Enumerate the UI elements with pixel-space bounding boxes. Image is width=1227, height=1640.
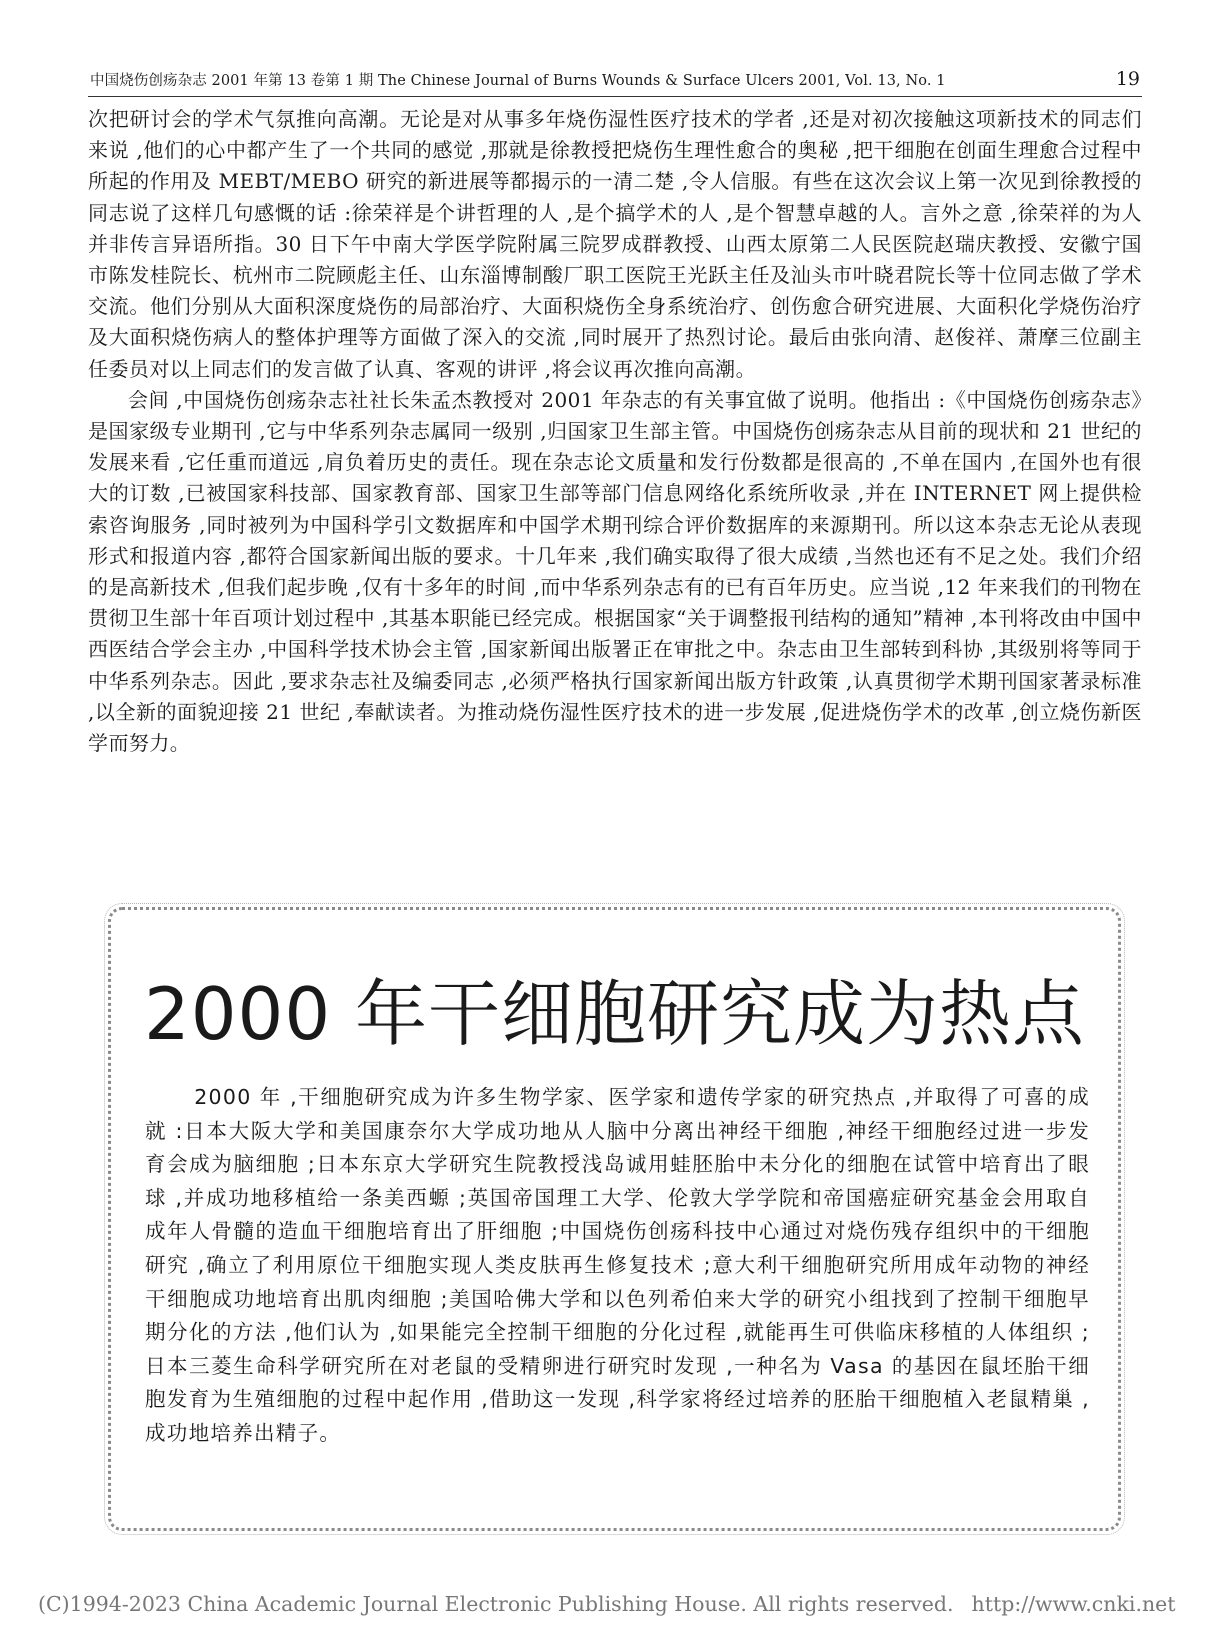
running-head <box>80 68 1140 94</box>
box-body <box>145 1081 1090 1451</box>
article-body <box>88 104 1142 759</box>
article-paragraph: 次把研讨会的学术气氛推向高潮。无论是对从事多年烧伤湿性医疗技术的学者 ,还是对初次接触这项新技术的同志们来说 ,他们的心中都产生了一个共同的感觉 ,那就是徐教授把烧伤生理性愈合的奥秘 ,把干细胞在创面生理愈合过程中所起的作用及 MEBT/MEBO 研究的新进展等都揭示的一清二楚 ,令人信服。有些在这次会议上第一次见到徐教授的同志说了这样几句感慨的话 :徐荣祥是个讲哲理的人 ,是个搞学术的人 ,是个智慧卓越的人。言外之意 ,徐荣祥的为人并非传言异语所指。30 日下午中南大学医学院附属三院罗成群教授、山西太原第二人民医院赵瑞庆教授、安徽宁国市陈发桂院长、杭州市二院顾彪主任、山东淄博制酸厂职工医院王光跃主任及汕头市叶晓君院长等十位同志做了学术交流。他们分别从大面积深度烧伤的局部治疗、大面积烧伤全身系统治疗、创伤愈合研究进展、大面积化学烧伤治疗及大面积烧伤病人的整体护理等方面做了深入的交流 ,同时展开了热烈讨论。最后由张向清、赵俊祥、萧摩三位副主任委员对以上同志们的发言做了认真、客观的讲评 ,将会议再次推向高潮。 <box>88 107 1142 381</box>
box-title: 2000 年干细胞研究成为热点 <box>143 972 1086 1056</box>
page-number: 19 <box>1115 68 1140 90</box>
journal-citation: 中国烧伤创疡杂志 2001 年第 13 卷第 1 期 The Chinese Journal of Burns Wounds & Surface Ulcers 2001, Vol. 13, No. 1 <box>90 73 946 89</box>
news-box <box>108 907 1121 1531</box>
box-paragraph: 2000 年 ,干细胞研究成为许多生物学家、医学家和遗传学家的研究热点 ,并取得了可喜的成就 :日本大阪大学和美国康奈尔大学成功地从人脑中分离出神经干细胞 ,神经干细胞经过进一步发育会成为脑细胞 ;日本东京大学研究生院教授浅岛诚用蛙胚胎中未分化的细胞在试管中培育出了眼球 ,并成功地移植给一条美西螈 ;英国帝国理工大学、伦敦大学学院和帝国癌症研究基金会用取自成年人骨髓的造血干细胞培育出了肝细胞 ;中国烧伤创疡科技中心通过对烧伤残存组织中的干细胞研究 ,确立了利用原位干细胞实现人类皮肤再生修复技术 ;意大利干细胞研究所用成年动物的神经干细胞成功地培育出肌肉细胞 ;美国哈佛大学和以色列希伯来大学的研究小组找到了控制干细胞早期分化的方法 ,他们认为 ,如果能完全控制干细胞的分化过程 ,就能再生可供临床移植的人体组织 ;日本三菱生命科学研究所在对老鼠的受精卵进行研究时发现 ,一种名为 Vasa 的基因在鼠坯胎干细胞发育为生殖细胞的过程中起作用 ,借助这一发现 ,科学家将经过培养的胚胎干细胞植入老鼠精巢 ,成功地培养出精子。 <box>145 1085 1090 1445</box>
copyright-text: (C)1994-2023 China Academic Journal Electronic Publishing House. All rights reserved. <box>38 1592 954 1616</box>
copyright-footer <box>38 1590 1188 1618</box>
article-paragraph: 会间 ,中国烧伤创疡杂志社社长朱孟杰教授对 2001 年杂志的有关事宜做了说明。他指出 :《中国烧伤创疡杂志》是国家级专业期刊 ,它与中华系列杂志属同一级别 ,归国家卫生部主管。中国烧伤创疡杂志从目前的现状和 21 世纪的发展来看 ,它任重而道远 ,肩负着历史的责任。现在杂志论文质量和发行份数都是很高的 ,不单在国内 ,在国外也有很大的订数 ,已被国家科技部、国家教育部、国家卫生部等部门信息网络化系统所收录 ,并在 INTERNET 网上提供检索咨询服务 ,同时被列为中国科学引文数据库和中国学术期刊综合评价数据库的来源期刊。所以这本杂志无论从表现形式和报道内容 ,都符合国家新闻出版的要求。十几年来 ,我们确实取得了很大成绩 ,当然也还有不足之处。我们介绍的是高新技术 ,但我们起步晚 ,仅有十多年的时间 ,而中华系列杂志有的已有百年历史。应当说 ,12 年来我们的刊物在贯彻卫生部十年百项计划过程中 ,其基本职能已经完成。根据国家“关于调整报刊结构的通知”精神 ,本刊将改由中国中西医结合学会主办 ,中国科学技术协会主管 ,国家新闻出版署正在审批之中。杂志由卫生部转到科协 ,其级别将等同于中华系列杂志。因此 ,要求杂志社及编委同志 ,必须严格执行国家新闻出版方针政策 ,认真贯彻学术期刊国家著录标准 ,以全新的面貌迎接 21 世纪 ,奉献读者。为推动烧伤湿性医疗技术的进一步发展 ,促进烧伤学术的改革 ,创立烧伤新医学而努力。 <box>88 387 1142 756</box>
header-rule <box>88 96 1142 97</box>
cnki-link[interactable]: http://www.cnki.net <box>971 1592 1176 1616</box>
